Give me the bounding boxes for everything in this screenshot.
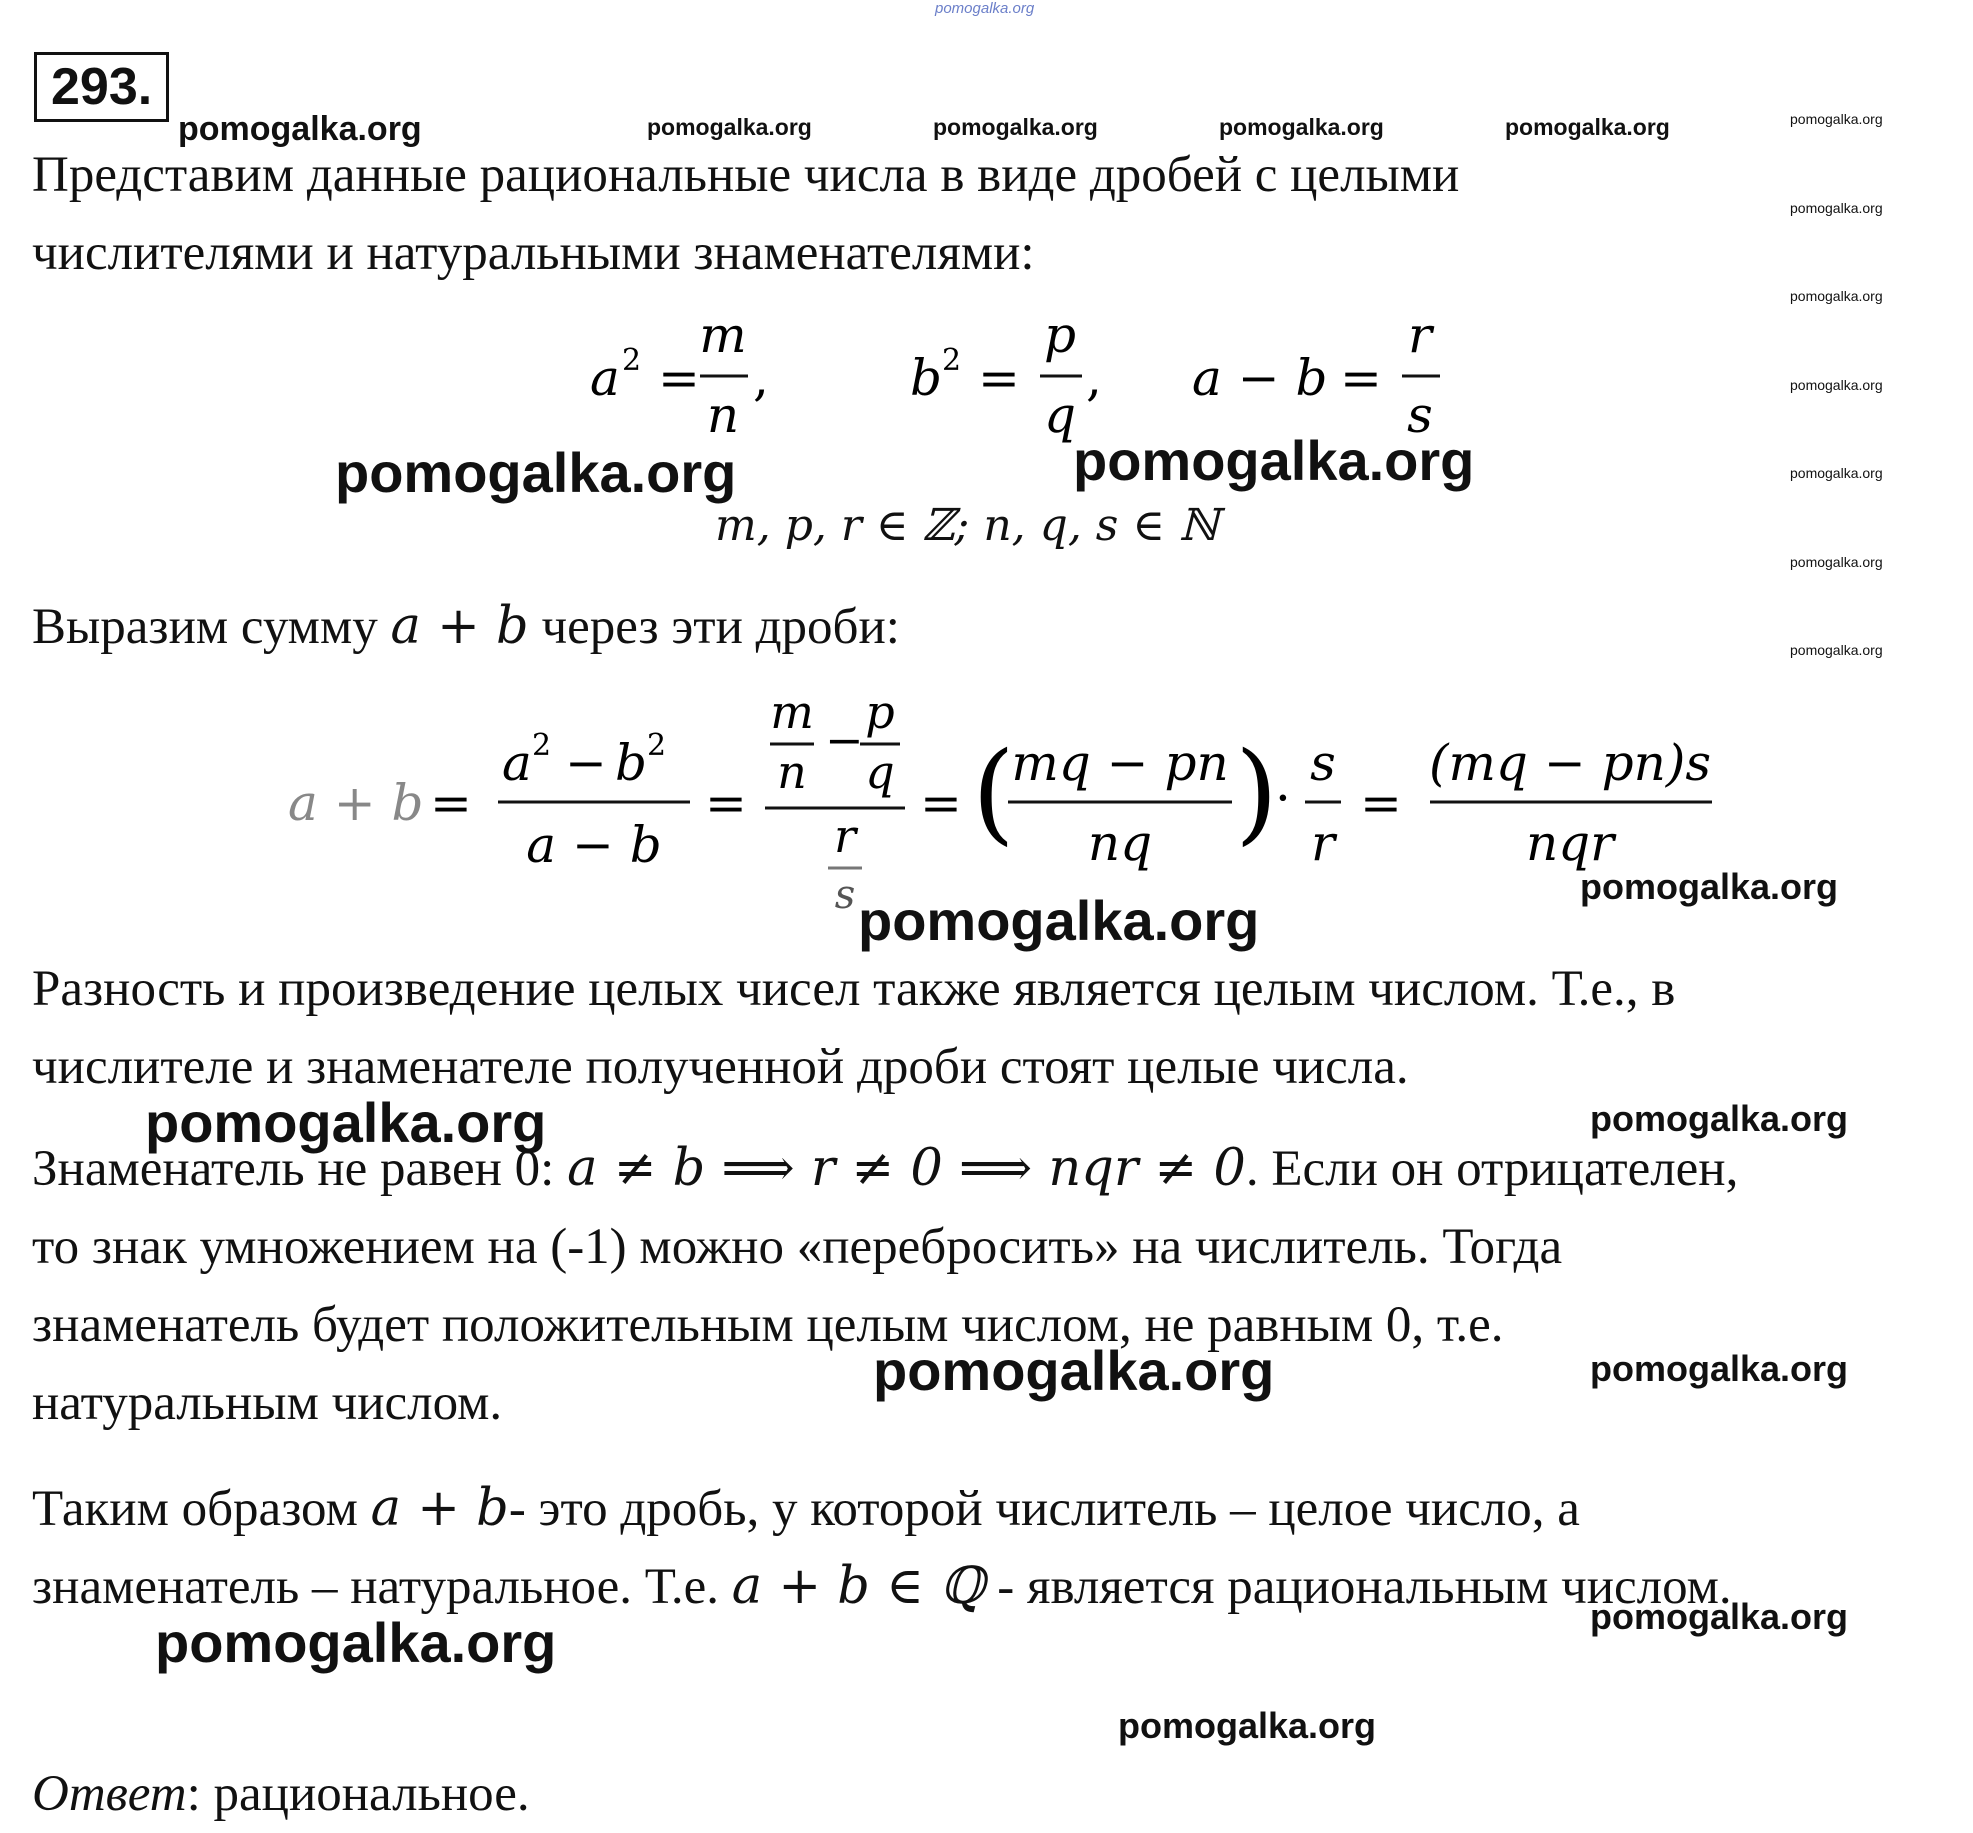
frac2-den-s: s <box>834 872 856 918</box>
watermark: pomogalka.org <box>155 1611 557 1674</box>
watermark: pomogalka.org <box>1590 1596 1849 1637</box>
frac1-num-exp2: 2 <box>647 728 667 763</box>
f2-eq: = <box>978 349 1020 407</box>
frac2-num-q: q <box>865 745 895 799</box>
f2-den: q <box>1043 386 1077 444</box>
sum-eq-1: = <box>430 774 472 832</box>
paragraph-3-line-2: числителе и знаменателе полученной дроби стоят целые числа. <box>32 1039 1409 1095</box>
paragraph-1-line-1: Представим данные рациональные числа в виде дробей с целыми <box>32 147 1460 203</box>
sum-eq-4: = <box>1360 774 1402 832</box>
frac2-num-m: m <box>770 685 814 739</box>
watermark: pomogalka.org <box>1790 288 1883 304</box>
watermark: pomogalka.org <box>1219 114 1384 140</box>
f3-eq: = <box>1340 349 1382 407</box>
watermark: pomogalka.org <box>335 441 737 504</box>
paragraph-4-line-1 <box>32 1130 1738 1208</box>
frac2-den-r: r <box>834 809 856 863</box>
watermark: pomogalka.org <box>1790 200 1883 216</box>
watermark: pomogalka.org <box>858 889 1260 952</box>
frac1-num-b: b <box>615 734 648 792</box>
f2-sep: , <box>1086 349 1102 407</box>
frac3-num: mq − pn <box>1011 734 1229 792</box>
paragraph-3-line-1: Разность и произведение целых чисел также является целым числом. Т.е., в <box>32 961 1676 1017</box>
frac1-den: a − b <box>526 816 662 874</box>
right-paren: ) <box>1235 728 1278 856</box>
paragraph-4-line-1-text: Знаменатель не равен 0: <box>32 1141 568 1197</box>
f3-den: s <box>1407 386 1433 444</box>
frac5-den: nqr <box>1525 814 1615 872</box>
frac1-num-exp1: 2 <box>532 728 552 763</box>
sum-lhs: a + b <box>288 774 424 832</box>
paragraph-2-math: a + b <box>390 597 529 656</box>
paragraph-4-line-2: то знак умножением на (-1) можно «перебросить» на числитель. Тогда <box>32 1219 1563 1275</box>
watermark: pomogalka.org <box>1580 866 1839 907</box>
watermark: pomogalka.org <box>1590 1348 1849 1389</box>
watermark: pomogalka.org <box>178 110 422 148</box>
frac4-den: r <box>1311 814 1335 872</box>
watermark: pomogalka.org <box>1790 111 1883 127</box>
paragraph-4-line-3: знаменатель будет положительным целым числом, не равным 0, т.е. <box>32 1297 1504 1353</box>
watermark: pomogalka.org <box>933 114 1098 140</box>
watermark: pomogalka.org <box>145 1091 547 1154</box>
watermark: pomogalka.org <box>1073 429 1475 492</box>
top-watermark: pomogalka.org <box>935 0 1035 17</box>
answer-label: Ответ <box>32 1766 187 1822</box>
multiply-dot: · <box>1275 769 1291 827</box>
frac1-num-minus: − <box>565 734 607 792</box>
f3-lhs: a − b <box>1192 349 1328 407</box>
f1-lhs-base: a <box>590 349 620 407</box>
paragraph-4-line-4: натуральным числом. <box>32 1375 503 1431</box>
answer <box>32 1755 530 1833</box>
paragraph-5-line-1-math: a + b <box>370 1479 509 1538</box>
f3-num: r <box>1408 306 1432 364</box>
sum-eq-3: = <box>920 774 962 832</box>
frac2-num-p: p <box>865 685 895 739</box>
f1-den: n <box>706 386 740 444</box>
watermark: pomogalka.org <box>647 114 812 140</box>
paragraph-2 <box>32 588 900 666</box>
sum-equation <box>280 680 1760 920</box>
frac5-num: (mq − pn)s <box>1429 734 1711 792</box>
problem-number: 293. <box>34 52 169 122</box>
frac4-num: s <box>1310 734 1336 792</box>
watermark: pomogalka.org <box>1790 377 1883 393</box>
watermark: pomogalka.org <box>1790 642 1883 658</box>
paragraph-5-line-2-text: знаменатель – натуральное. Т.е. <box>32 1559 732 1615</box>
watermark: pomogalka.org <box>873 1339 1275 1402</box>
watermark: pomogalka.org <box>1590 1098 1849 1139</box>
paragraph-2-text-before: Выразим сумму <box>32 599 391 655</box>
paragraph-5-line-1-text: Таким образом <box>32 1481 371 1537</box>
paragraph-4-line-1-tail: . Если он отрицателен, <box>1245 1141 1739 1197</box>
paragraph-4-line-1-math: a ≠ b ⟹ r ≠ 0 ⟹ nqr ≠ 0 <box>567 1139 1246 1198</box>
paragraph-1-line-2: числителями и натуральными знаменателями: <box>32 225 1035 281</box>
watermark: pomogalka.org <box>1505 114 1670 140</box>
paragraph-5-line-1-tail: - это дробь, у которой числитель – целое число, а <box>508 1481 1580 1537</box>
f2-lhs-base: b <box>910 349 943 407</box>
f2-num: p <box>1043 306 1077 364</box>
f1-lhs-exp: 2 <box>622 343 642 378</box>
f1-sep: , <box>753 349 769 407</box>
paragraph-5-line-1 <box>32 1470 1580 1548</box>
watermark: pomogalka.org <box>1790 554 1883 570</box>
f1-num: m <box>699 306 747 364</box>
frac1-num-a: a <box>502 734 532 792</box>
answer-text: : рациональное. <box>186 1766 530 1822</box>
sum-eq-2: = <box>705 774 747 832</box>
watermark: pomogalka.org <box>1118 1705 1377 1746</box>
paragraph-2-text-after: через эти дроби: <box>528 599 900 655</box>
sets-line: m, p, r ∈ ℤ; n, q, s ∈ ℕ <box>715 500 1220 551</box>
f1-eq: = <box>658 349 700 407</box>
watermark: pomogalka.org <box>1790 465 1883 481</box>
paragraph-5-line-2-math: a + b ∈ ℚ <box>731 1557 985 1616</box>
frac2-num-n: n <box>777 745 807 799</box>
left-paren: ( <box>972 728 1015 856</box>
paragraph-5-line-2-tail: - является рациональным числом. <box>984 1559 1732 1615</box>
f2-lhs-exp: 2 <box>942 343 962 378</box>
frac2-num-minus: − <box>825 713 864 767</box>
frac3-den: nq <box>1087 814 1153 872</box>
